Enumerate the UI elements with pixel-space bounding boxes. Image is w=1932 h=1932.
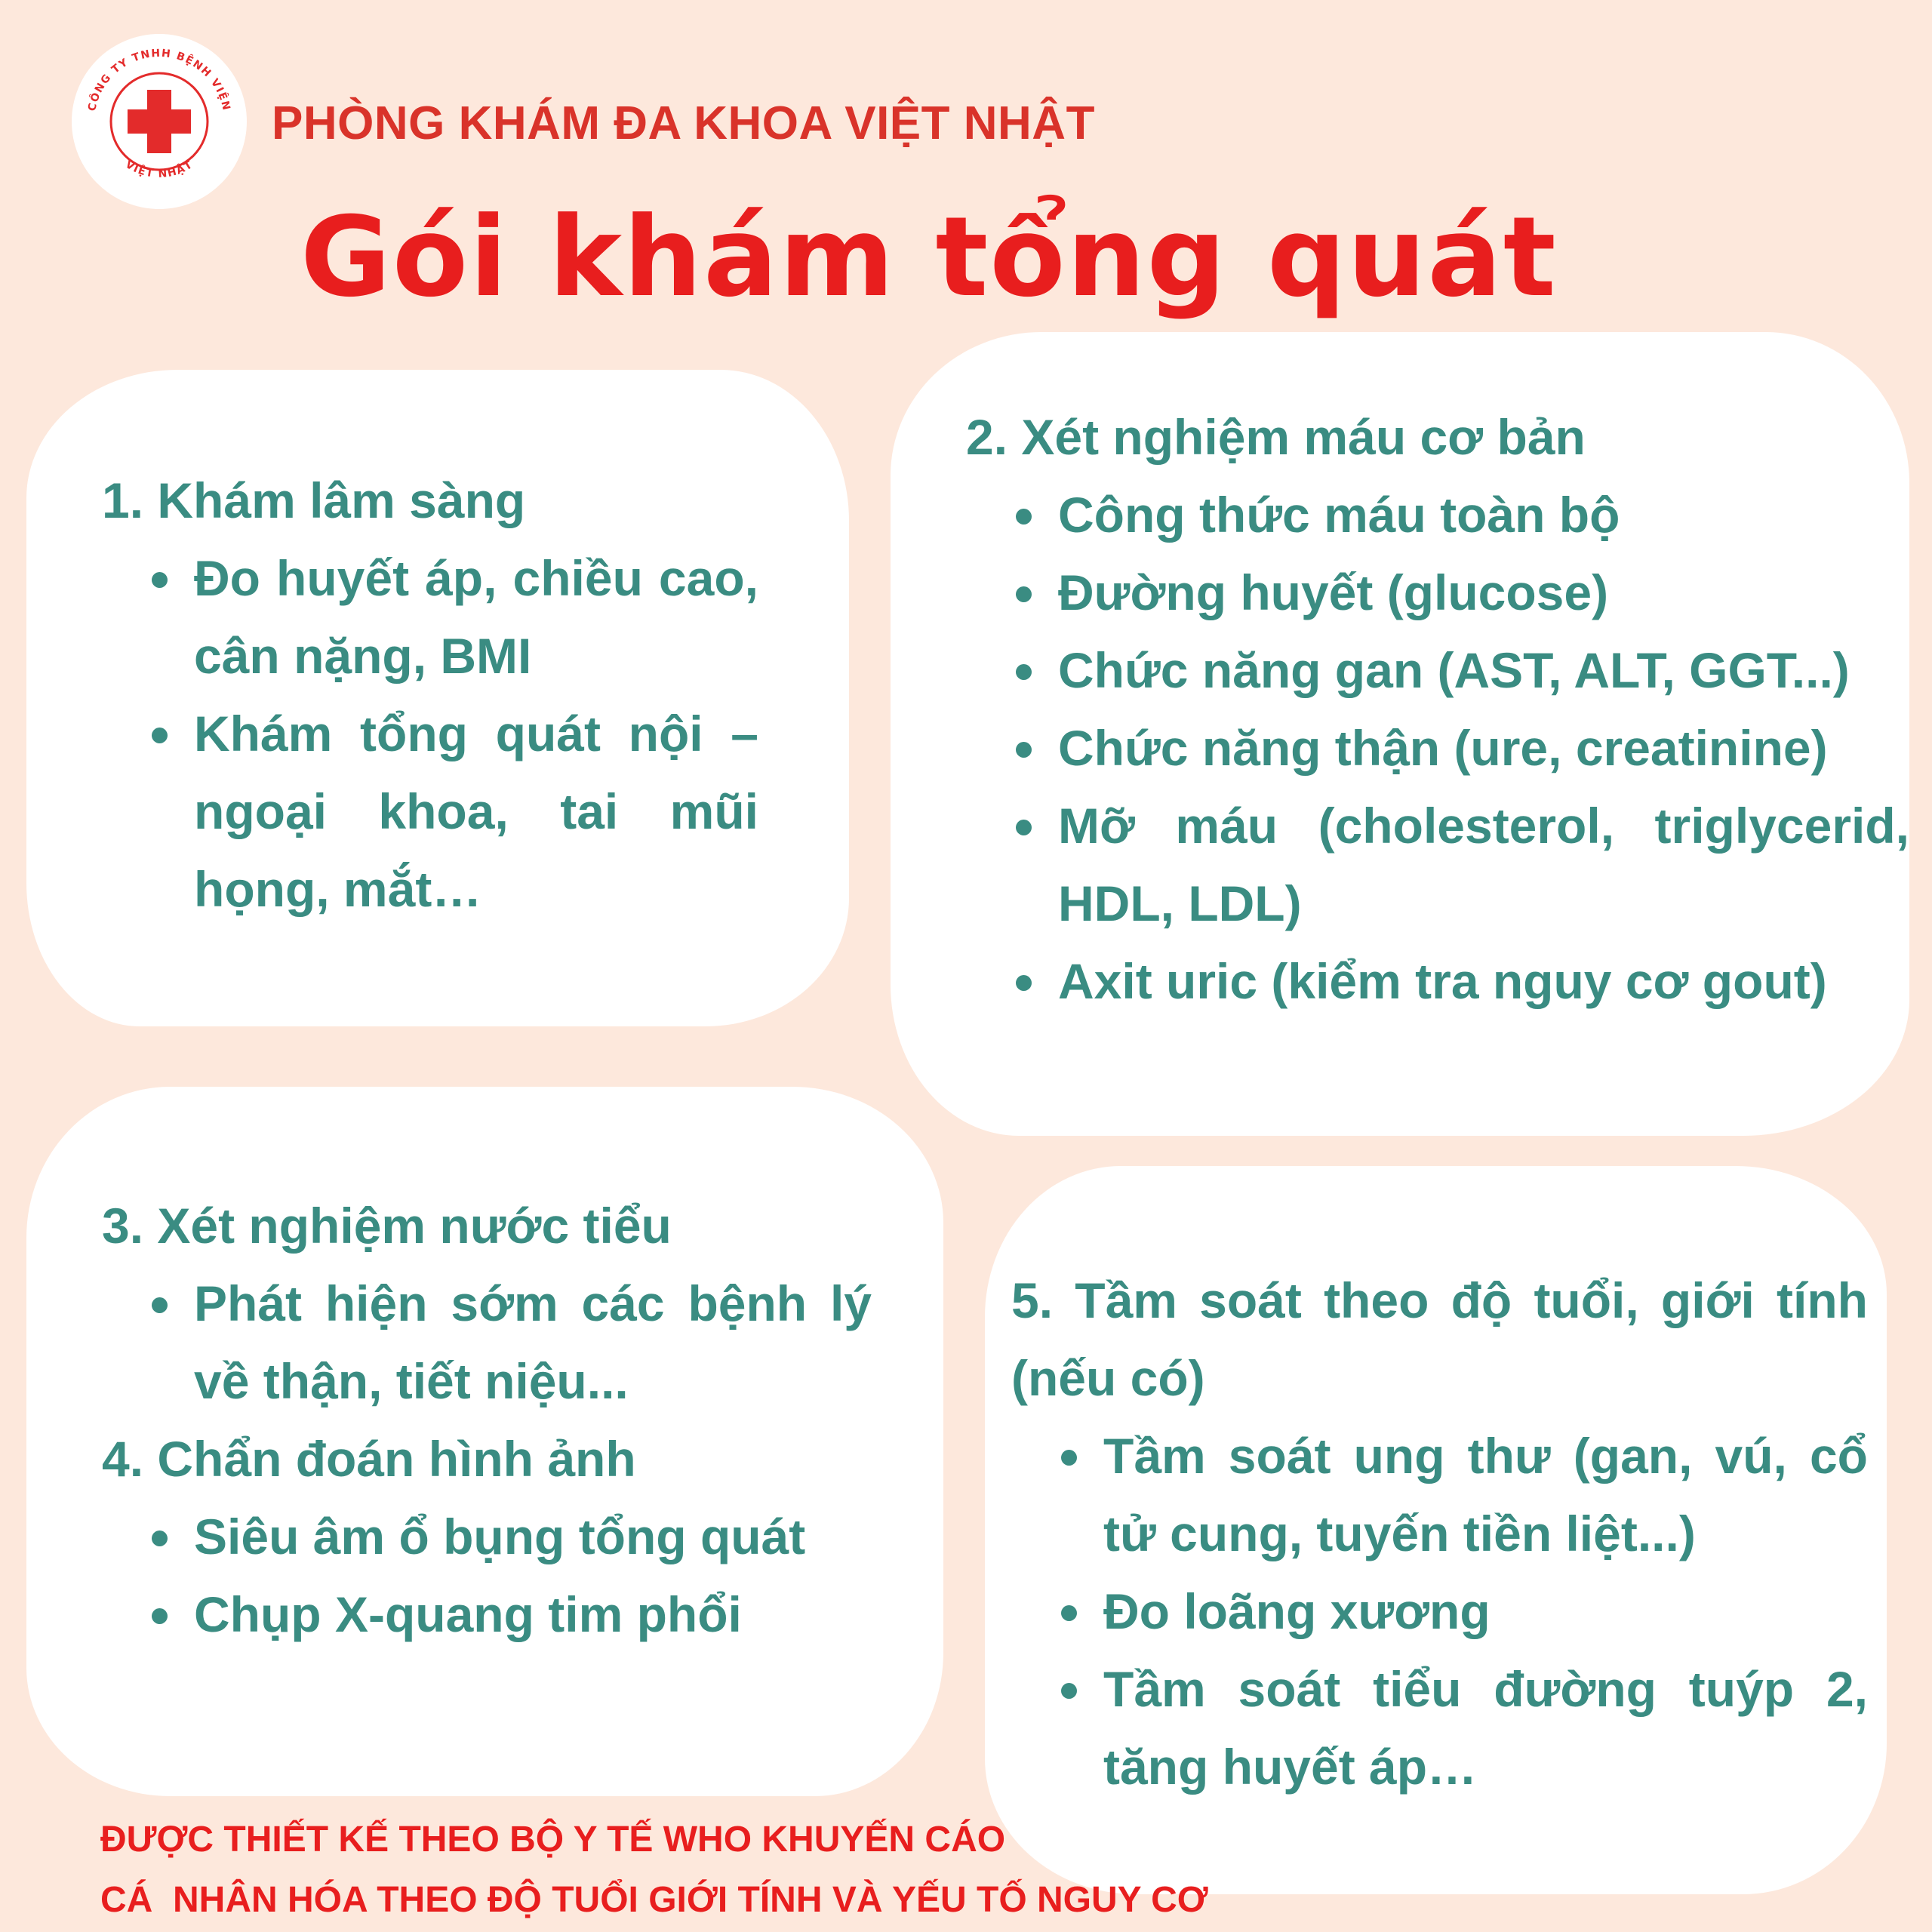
logo-ring-text-top: CÔNG TY TNHH BỆNH VIỆN — [86, 47, 232, 112]
logo-ring-text-bottom: VIỆT NHẬT — [123, 158, 195, 181]
list-item: Axit uric (kiểm tra nguy cơ gout) — [966, 943, 1909, 1020]
bullet-icon — [1016, 509, 1032, 525]
bullet-icon — [152, 572, 168, 588]
section-blood-test — [966, 398, 1909, 1020]
list-item: Đo huyết áp, chiều cao, cân nặng, BMI — [102, 540, 758, 695]
list-item: Phát hiện sớm các bệnh lý về thận, tiết niệu... — [102, 1265, 872, 1420]
bullet-icon — [1061, 1683, 1077, 1699]
page-title: Gói khám tổng quát — [300, 193, 1558, 321]
bullet-icon — [1016, 742, 1032, 758]
section-urine-imaging — [102, 1187, 872, 1654]
section-heading: 5. Tầm soát theo độ tuổi, giới tính (nếu có) — [1011, 1272, 1868, 1406]
list-item: Tầm soát ung thư (gan, vú, cổ tử cung, tuyến tiền liệt...) — [1011, 1417, 1868, 1573]
list-item: Chức năng gan (AST, ALT, GGT...) — [966, 632, 1909, 709]
list-item: Công thức máu toàn bộ — [966, 476, 1909, 554]
list-item: Tầm soát tiểu đường tuýp 2, tăng huyết áp… — [1011, 1651, 1868, 1806]
list-item: Khám tổng quát nội – ngoại khoa, tai mũi họng, mắt… — [102, 695, 758, 928]
section-clinical-exam — [102, 462, 758, 928]
bullet-icon — [1016, 664, 1032, 680]
bullet-icon — [1016, 586, 1032, 602]
bullet-icon — [152, 728, 168, 743]
list-item: Đo loãng xương — [1011, 1573, 1868, 1651]
section-screening — [1011, 1262, 1868, 1806]
list-item: Mỡ máu (cholesterol, triglycerid, HDL, LDL) — [966, 787, 1909, 943]
logo-emblem — [72, 34, 247, 209]
list-item: Siêu âm ổ bụng tổng quát — [102, 1498, 872, 1576]
bullet-icon — [152, 1608, 168, 1624]
list-item: Chụp X-quang tim phổi — [102, 1576, 872, 1654]
section-heading-urine: 3. Xét nghiệm nước tiểu — [102, 1198, 672, 1254]
bullet-icon — [152, 1297, 168, 1313]
list-item: Chức năng thận (ure, creatinine) — [966, 709, 1909, 787]
clinic-name: PHÒNG KHÁM ĐA KHOA VIỆT NHẬT — [272, 97, 1095, 149]
section-heading: 1. Khám lâm sàng — [102, 472, 526, 528]
clinic-logo — [72, 34, 247, 209]
footer-note-who: ĐƯỢC THIẾT KẾ THEO BỘ Y TẾ WHO KHUYẾN CÁO — [100, 1820, 1006, 1860]
list-item: Đường huyết (glucose) — [966, 554, 1909, 632]
footer-note-personalized: CÁ NHÂN HÓA THEO ĐỘ TUỔI GIỚI TÍNH VÀ YẾU TỐ NGUY CƠ — [100, 1880, 1208, 1920]
bullet-icon — [1016, 975, 1032, 991]
section-heading-imaging: 4. Chẩn đoán hình ảnh — [102, 1431, 636, 1487]
bullet-icon — [1061, 1450, 1077, 1466]
bullet-icon — [152, 1531, 168, 1546]
section-heading: 2. Xét nghiệm máu cơ bản — [966, 409, 1586, 465]
bullet-icon — [1016, 820, 1032, 835]
bullet-icon — [1061, 1605, 1077, 1621]
